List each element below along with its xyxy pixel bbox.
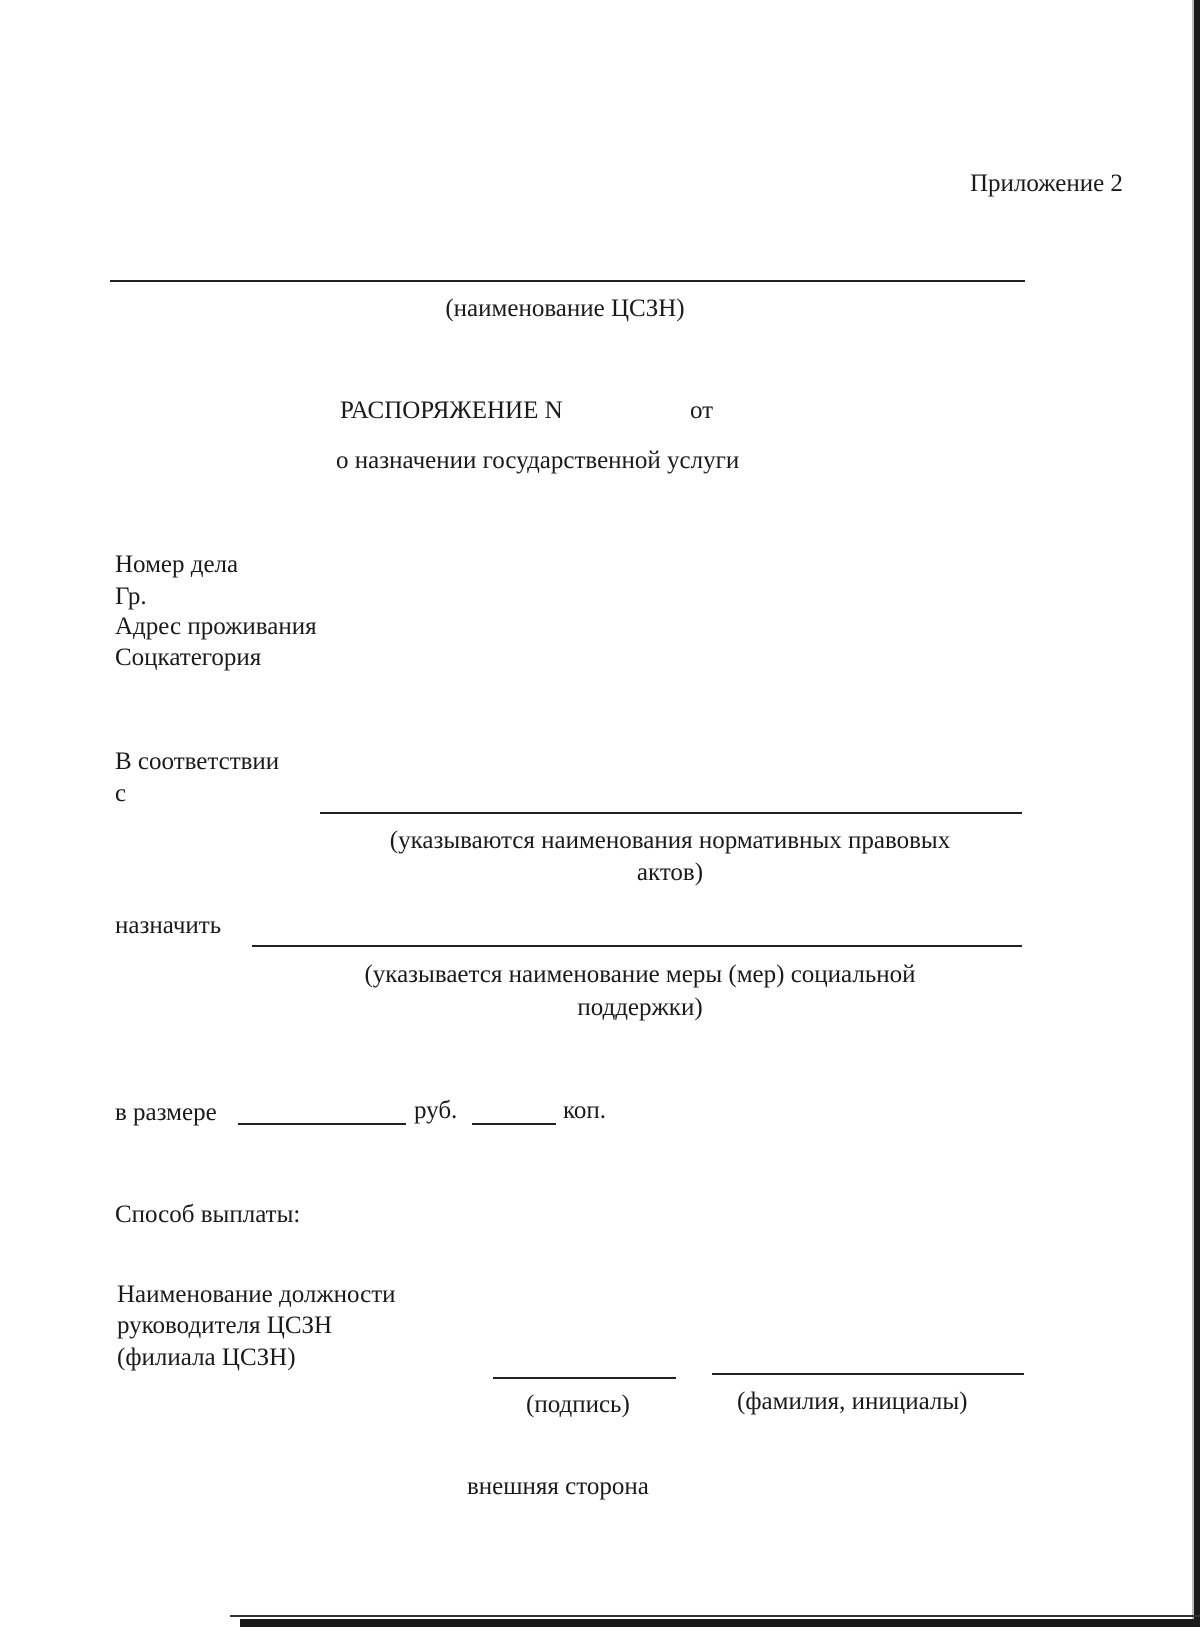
legal-acts-caption-2: актов): [636, 859, 704, 886]
rub-line: [238, 1123, 406, 1125]
signature-line: [493, 1377, 676, 1379]
accordance-label: В соответствии: [115, 748, 280, 775]
appendix-label: Приложение 2: [970, 170, 1123, 197]
signer-position-line1: Наименование должности: [117, 1281, 396, 1308]
case-number-label: Номер дела: [115, 551, 239, 578]
order-date-label: от: [690, 397, 714, 424]
signer-position-line2: руководителя ЦСЗН: [117, 1312, 333, 1339]
scan-edge-right: [1194, 0, 1200, 1627]
support-measure-caption: (указывается наименование меры (мер) социальной: [364, 961, 916, 988]
payment-method-label: Способ выплаты:: [115, 1201, 301, 1228]
assign-label: назначить: [115, 912, 222, 939]
citizen-label: Гр.: [115, 583, 147, 610]
rub-label: руб.: [414, 1097, 458, 1124]
legal-acts-caption: (указываются наименования нормативных правовых: [389, 827, 951, 854]
scan-edge-bottom-thin: [230, 1615, 1200, 1617]
amount-prefix: в размере: [115, 1099, 217, 1126]
legal-acts-line: [320, 812, 1022, 814]
org-name-caption: (наименование ЦСЗН): [445, 295, 685, 322]
signer-position-line3: (филиала ЦСЗН): [117, 1344, 296, 1371]
signature-caption: (подпись): [526, 1391, 630, 1418]
name-line: [712, 1373, 1024, 1375]
accordance-label-2: с: [115, 780, 127, 807]
support-measure-caption-2: поддержки): [577, 994, 703, 1021]
order-subject: о назначении государственной услуги: [336, 447, 740, 474]
kop-line: [472, 1123, 556, 1125]
org-name-line: [110, 280, 1025, 282]
support-measure-line: [252, 945, 1022, 947]
social-category-label: Соцкатегория: [115, 644, 262, 671]
kop-label: коп.: [563, 1097, 607, 1124]
order-title: РАСПОРЯЖЕНИЕ N: [340, 397, 563, 424]
name-caption: (фамилия, инициалы): [737, 1388, 968, 1415]
scan-edge-bottom: [240, 1619, 1200, 1627]
address-label: Адрес проживания: [115, 613, 317, 640]
footer-note: внешняя сторона: [467, 1473, 649, 1500]
